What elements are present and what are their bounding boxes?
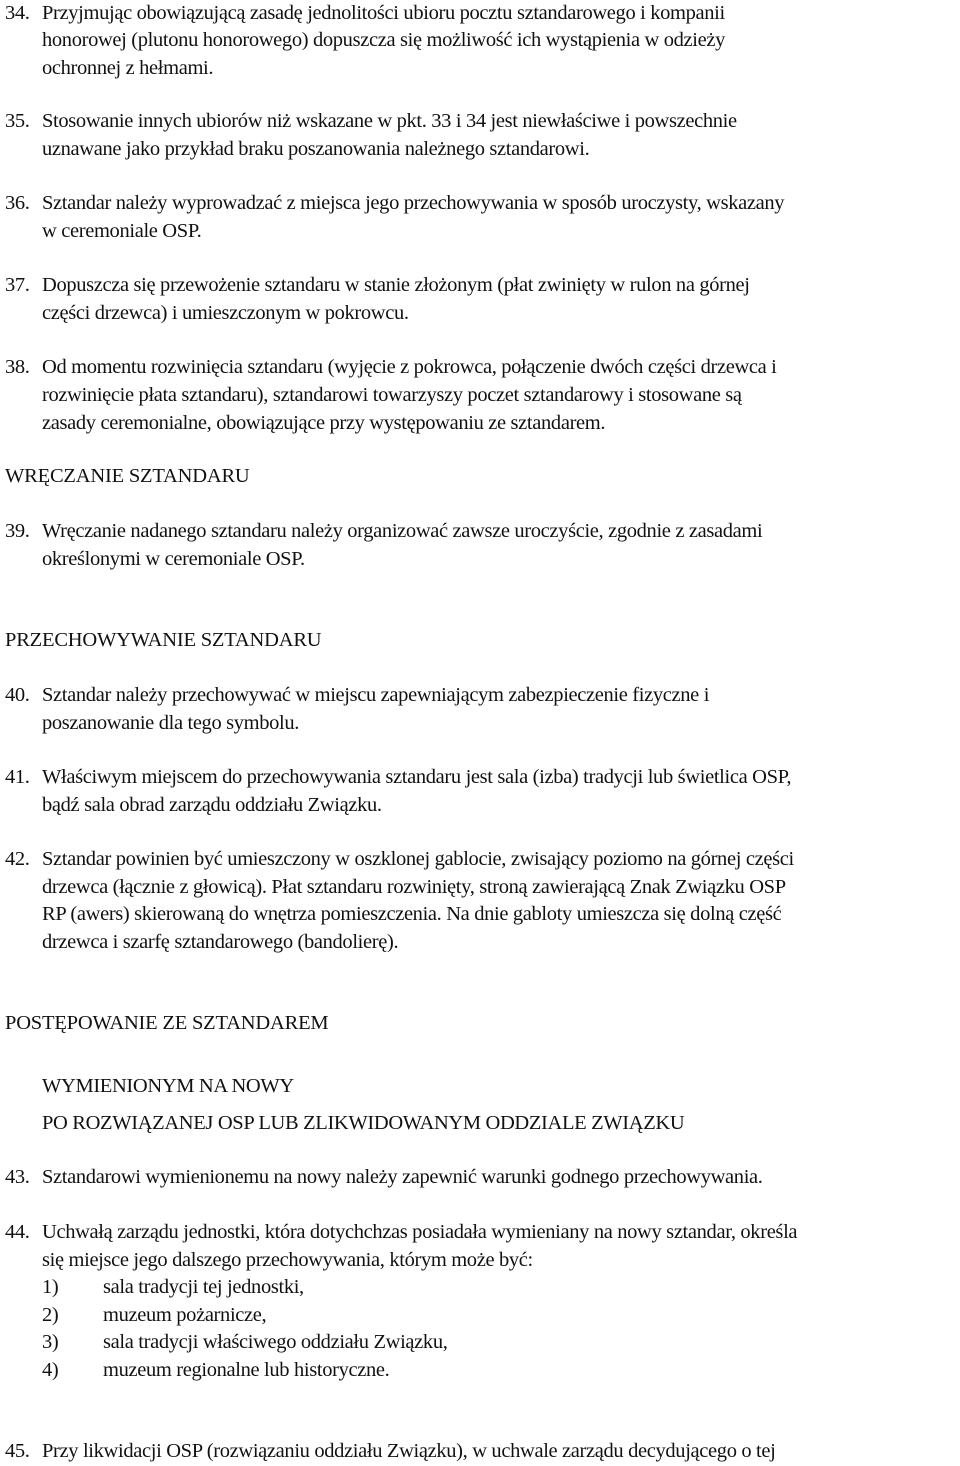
paragraph-line: określonymi w ceremoniale OSP. bbox=[42, 548, 305, 570]
paragraph-number: 45. bbox=[5, 1440, 30, 1462]
subheading-po-rozwiazanej: PO ROZWIĄZANEJ OSP LUB ZLIKWIDOWANYM ODDZIALE ZWIĄZKU bbox=[42, 1112, 685, 1134]
paragraph-line: Sztandarowi wymienionemu na nowy należy zapewnić warunki godnego przechowywania. bbox=[42, 1166, 763, 1188]
paragraph-line: części drzewca) i umieszczonym w pokrowcu. bbox=[42, 302, 409, 324]
list-item-number: 2) bbox=[42, 1304, 59, 1326]
paragraph-line: zasady ceremonialne, obowiązujące przy występowaniu ze sztandarem. bbox=[42, 412, 606, 434]
paragraph-line: Sztandar powinien być umieszczony w oszklonej gablocie, zwisający poziomo na górnej części bbox=[42, 848, 794, 870]
list-item-text: muzeum regionalne lub historyczne. bbox=[103, 1359, 390, 1381]
paragraph-number: 37. bbox=[5, 274, 30, 296]
paragraph-line: ochronnej z hełmami. bbox=[42, 57, 214, 79]
paragraph-number: 40. bbox=[5, 684, 30, 706]
subheading-wymienionym: WYMIENIONYM NA NOWY bbox=[42, 1075, 294, 1097]
paragraph-line: drzewca i szarfę sztandarowego (bandolierę). bbox=[42, 931, 399, 953]
paragraph-number: 39. bbox=[5, 520, 30, 542]
paragraph-number: 38. bbox=[5, 356, 30, 378]
list-item-text: muzeum pożarnicze, bbox=[103, 1304, 267, 1326]
paragraph-line: Dopuszcza się przewożenie sztandaru w stanie złożonym (płat zwinięty w rulon na górnej bbox=[42, 274, 750, 296]
paragraph-line: rozwinięcie płata sztandaru), sztandarowi towarzyszy poczet sztandarowy i stosowane są bbox=[42, 384, 742, 406]
paragraph-line: Od momentu rozwinięcia sztandaru (wyjęcie z pokrowca, połączenie dwóch części drzewca i bbox=[42, 356, 777, 378]
paragraph-line: bądź sala obrad zarządu oddziału Związku. bbox=[42, 794, 382, 816]
paragraph-number: 35. bbox=[5, 110, 30, 132]
section-heading-postepowanie: POSTĘPOWANIE ZE SZTANDAREM bbox=[5, 1012, 329, 1034]
paragraph-number: 34. bbox=[5, 2, 30, 24]
paragraph-line: Sztandar należy wyprowadzać z miejsca jego przechowywania w sposób uroczysty, wskazany bbox=[42, 192, 785, 214]
paragraph-line: Przy likwidacji OSP (rozwiązaniu oddziału Związku), w uchwale zarządu decydującego o tej bbox=[42, 1440, 776, 1462]
list-item-number: 4) bbox=[42, 1359, 59, 1381]
paragraph-line: Wręczanie nadanego sztandaru należy organizować zawsze uroczyście, zgodnie z zasadami bbox=[42, 520, 763, 542]
list-item-number: 3) bbox=[42, 1331, 59, 1353]
paragraph-line: Przyjmując obowiązującą zasadę jednolitości ubioru pocztu sztandarowego i kompanii bbox=[42, 2, 725, 24]
list-item-text: sala tradycji właściwego oddziału Związku, bbox=[103, 1331, 448, 1353]
section-heading-przechowywanie: PRZECHOWYWANIE SZTANDARU bbox=[5, 629, 322, 651]
paragraph-line: Stosowanie innych ubiorów niż wskazane w pkt. 33 i 34 jest niewłaściwe i powszechnie bbox=[42, 110, 737, 132]
paragraph-line: honorowej (plutonu honorowego) dopuszcza się możliwość ich wystąpienia w odzieży bbox=[42, 29, 726, 51]
section-heading-wreczanie: WRĘCZANIE SZTANDARU bbox=[5, 465, 250, 487]
list-item-number: 1) bbox=[42, 1276, 59, 1298]
paragraph-number: 41. bbox=[5, 766, 30, 788]
paragraph-line: drzewca (łącznie z głowicą). Płat sztandaru rozwinięty, stroną zawierającą Znak Związku OSP bbox=[42, 876, 786, 898]
paragraph-line: Sztandar należy przechowywać w miejscu zapewniającym zabezpieczenie fizyczne i bbox=[42, 684, 710, 706]
paragraph-number: 44. bbox=[5, 1221, 30, 1243]
paragraph-number: 36. bbox=[5, 192, 30, 214]
paragraph-line: Właściwym miejscem do przechowywania sztandaru jest sala (izba) tradycji lub świetlica OSP, bbox=[42, 766, 792, 788]
paragraph-number: 43. bbox=[5, 1166, 30, 1188]
paragraph-line: poszanowanie dla tego symbolu. bbox=[42, 712, 300, 734]
list-item-text: sala tradycji tej jednostki, bbox=[103, 1276, 304, 1298]
paragraph-line: uznawane jako przykład braku poszanowania należnego sztandarowi. bbox=[42, 138, 590, 160]
paragraph-line: Uchwałą zarządu jednostki, która dotychchzas posiadała wymieniany na nowy sztandar, określa bbox=[42, 1221, 798, 1243]
paragraph-line: w ceremoniale OSP. bbox=[42, 220, 202, 242]
paragraph-line: się miejsce jego dalszego przechowywania, którym może być: bbox=[42, 1249, 533, 1271]
paragraph-line: RP (awers) skierowaną do wnętrza pomieszczenia. Na dnie gabloty umieszcza się dolną część bbox=[42, 903, 782, 925]
paragraph-number: 42. bbox=[5, 848, 30, 870]
